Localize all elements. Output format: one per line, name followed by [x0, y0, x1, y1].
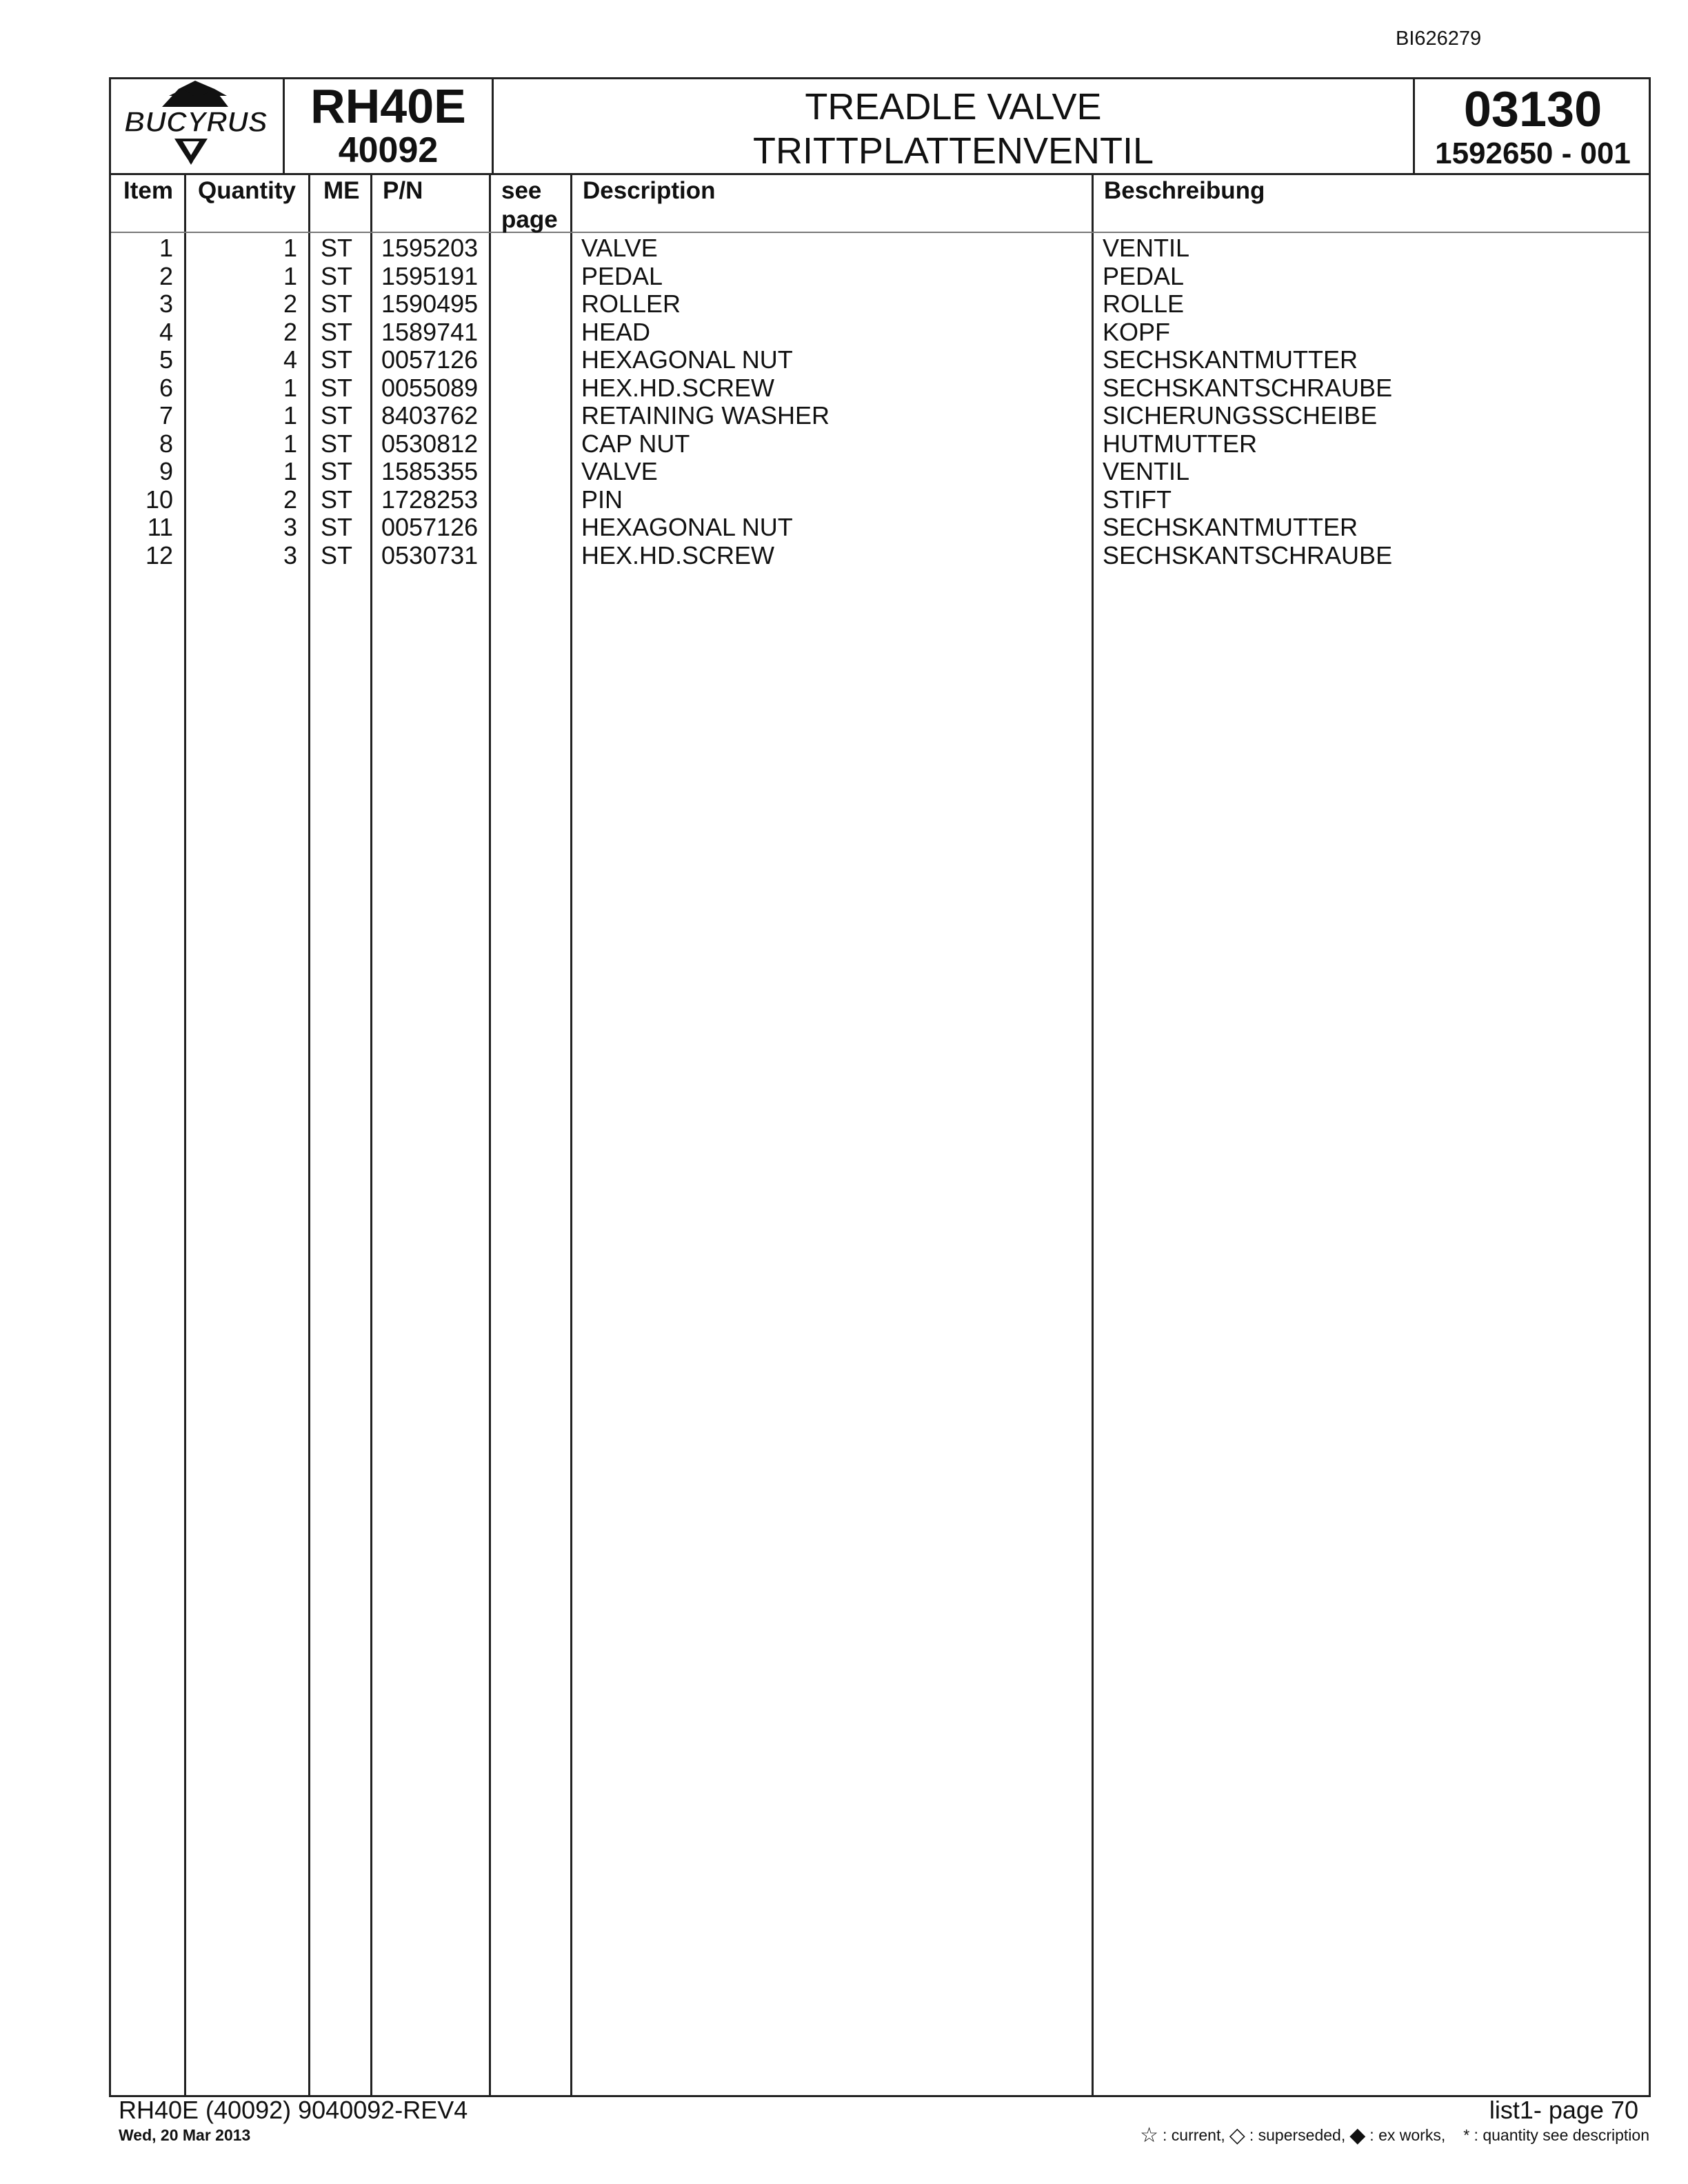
description-value: RETAINING WASHER — [581, 401, 830, 429]
legend-superseded: : superseded, — [1249, 2126, 1346, 2144]
footer-date: Wed, 20 Mar 2013 — [119, 2126, 251, 2144]
legend-quantity-note: * : quantity see description — [1463, 2126, 1649, 2144]
part-number: 1728253 — [381, 485, 479, 514]
quantity-value: 1 — [283, 261, 297, 290]
part-number: 1595203 — [381, 234, 479, 262]
beschreibung-value: ROLLE — [1103, 290, 1185, 318]
bucyrus-logo — [111, 79, 281, 173]
unit-value: ST — [321, 513, 353, 541]
description-value: HEX.HD.SCREW — [581, 540, 775, 569]
item-number: 2 — [159, 261, 173, 290]
footer-legend — [1140, 2123, 1649, 2147]
table-row — [111, 430, 1649, 458]
beschreibung-value: SICHERUNGSSCHEIBE — [1103, 401, 1378, 429]
description-value: HEAD — [581, 317, 651, 346]
title-german: TRITTPLATTENVENTIL — [752, 130, 1154, 172]
description-value: ROLLER — [581, 290, 681, 318]
parts-table — [109, 174, 1651, 2097]
drawing-number: 1592650 - 001 — [1435, 136, 1631, 170]
logo-cell — [111, 79, 285, 173]
beschreibung-value: HUTMUTTER — [1103, 429, 1257, 458]
part-number: 0057126 — [381, 513, 479, 541]
part-number: 1590495 — [381, 290, 479, 318]
table-row — [111, 290, 1649, 318]
col-pn: P/N — [383, 177, 423, 204]
quantity-value: 2 — [283, 485, 297, 514]
title-english: TREADLE VALVE — [805, 86, 1102, 128]
item-number: 8 — [159, 429, 173, 458]
parts-rows — [111, 234, 1649, 569]
beschreibung-value: KOPF — [1103, 317, 1171, 346]
quantity-value: 2 — [283, 317, 297, 346]
description-value: HEXAGONAL NUT — [581, 513, 793, 541]
item-number: 4 — [159, 317, 173, 346]
unit-value: ST — [321, 429, 353, 458]
description-value: VALVE — [581, 457, 658, 485]
quantity-value: 1 — [283, 457, 297, 485]
footer-page: list1- page 70 — [1489, 2096, 1638, 2124]
diamond-outline-icon: ◇ — [1229, 2123, 1245, 2147]
description-value: HEX.HD.SCREW — [581, 373, 775, 402]
table-row — [111, 486, 1649, 514]
col-me: ME — [323, 177, 360, 204]
table-row — [111, 374, 1649, 403]
quantity-value: 1 — [283, 373, 297, 402]
unit-value: ST — [321, 290, 353, 318]
unit-value: ST — [321, 345, 353, 374]
unit-value: ST — [321, 373, 353, 402]
table-row — [111, 514, 1649, 542]
table-row — [111, 234, 1649, 263]
description-value: PEDAL — [581, 261, 663, 290]
group-number: 03130 — [1463, 82, 1602, 137]
item-number: 3 — [159, 290, 173, 318]
quantity-value: 2 — [283, 290, 297, 318]
table-row — [111, 402, 1649, 430]
part-number: 1589741 — [381, 317, 479, 346]
description-value: VALVE — [581, 234, 658, 262]
group-cell — [1415, 79, 1651, 173]
part-number: 1585355 — [381, 457, 479, 485]
unit-value: ST — [321, 457, 353, 485]
document-id: BI626279 — [1396, 28, 1482, 50]
model-number: RH40E — [310, 79, 466, 133]
part-number: 0530812 — [381, 429, 479, 458]
table-row — [111, 458, 1649, 486]
col-see-page: see page — [501, 177, 558, 233]
item-number: 7 — [159, 401, 173, 429]
part-number: 0055089 — [381, 373, 479, 402]
col-quantity: Quantity — [198, 177, 296, 204]
legend-current: : current, — [1163, 2126, 1225, 2144]
beschreibung-value: PEDAL — [1103, 261, 1185, 290]
beschreibung-value: STIFT — [1103, 485, 1172, 514]
table-row — [111, 346, 1649, 374]
item-number: 9 — [159, 457, 173, 485]
part-number: 0057126 — [381, 345, 479, 374]
quantity-value: 4 — [283, 345, 297, 374]
description-value: PIN — [581, 485, 623, 514]
item-number: 10 — [145, 485, 173, 514]
item-number: 1 — [159, 234, 173, 262]
svg-text:BUCYRUS: BUCYRUS — [124, 105, 268, 138]
quantity-value: 3 — [283, 540, 297, 569]
star-outline-icon: ☆ — [1140, 2123, 1158, 2147]
title-block — [109, 77, 1651, 175]
beschreibung-value: VENTIL — [1103, 234, 1190, 262]
table-row — [111, 263, 1649, 291]
legend-ex-works: : ex works, — [1369, 2126, 1446, 2144]
beschreibung-value: SECHSKANTSCHRAUBE — [1103, 373, 1393, 402]
description-value: CAP NUT — [581, 429, 690, 458]
unit-value: ST — [321, 401, 353, 429]
quantity-value: 1 — [283, 429, 297, 458]
beschreibung-value: VENTIL — [1103, 457, 1190, 485]
col-description: Description — [583, 177, 716, 204]
quantity-value: 1 — [283, 234, 297, 262]
quantity-value: 1 — [283, 401, 297, 429]
item-number: 12 — [145, 540, 173, 569]
col-beschreibung: Beschreibung — [1104, 177, 1265, 204]
item-number: 6 — [159, 373, 173, 402]
unit-value: ST — [321, 317, 353, 346]
table-row — [111, 542, 1649, 570]
unit-value: ST — [321, 234, 353, 262]
unit-value: ST — [321, 540, 353, 569]
part-number: 8403762 — [381, 401, 479, 429]
title-cell — [494, 79, 1415, 173]
footer-document-ref: RH40E (40092) 9040092-REV4 — [119, 2096, 468, 2124]
beschreibung-value: SECHSKANTMUTTER — [1103, 513, 1358, 541]
beschreibung-value: SECHSKANTMUTTER — [1103, 345, 1358, 374]
unit-value: ST — [321, 485, 353, 514]
item-number: 11 — [147, 513, 173, 541]
diamond-filled-icon: ◆ — [1349, 2123, 1366, 2147]
beschreibung-value: SECHSKANTSCHRAUBE — [1103, 540, 1393, 569]
description-value: HEXAGONAL NUT — [581, 345, 793, 374]
part-number: 1595191 — [381, 261, 479, 290]
quantity-value: 3 — [283, 513, 297, 541]
part-number: 0530731 — [381, 540, 479, 569]
item-number: 5 — [159, 345, 173, 374]
serial-number: 40092 — [338, 130, 439, 170]
unit-value: ST — [321, 261, 353, 290]
col-item: Item — [123, 177, 173, 204]
model-cell — [285, 79, 494, 173]
table-row — [111, 318, 1649, 347]
